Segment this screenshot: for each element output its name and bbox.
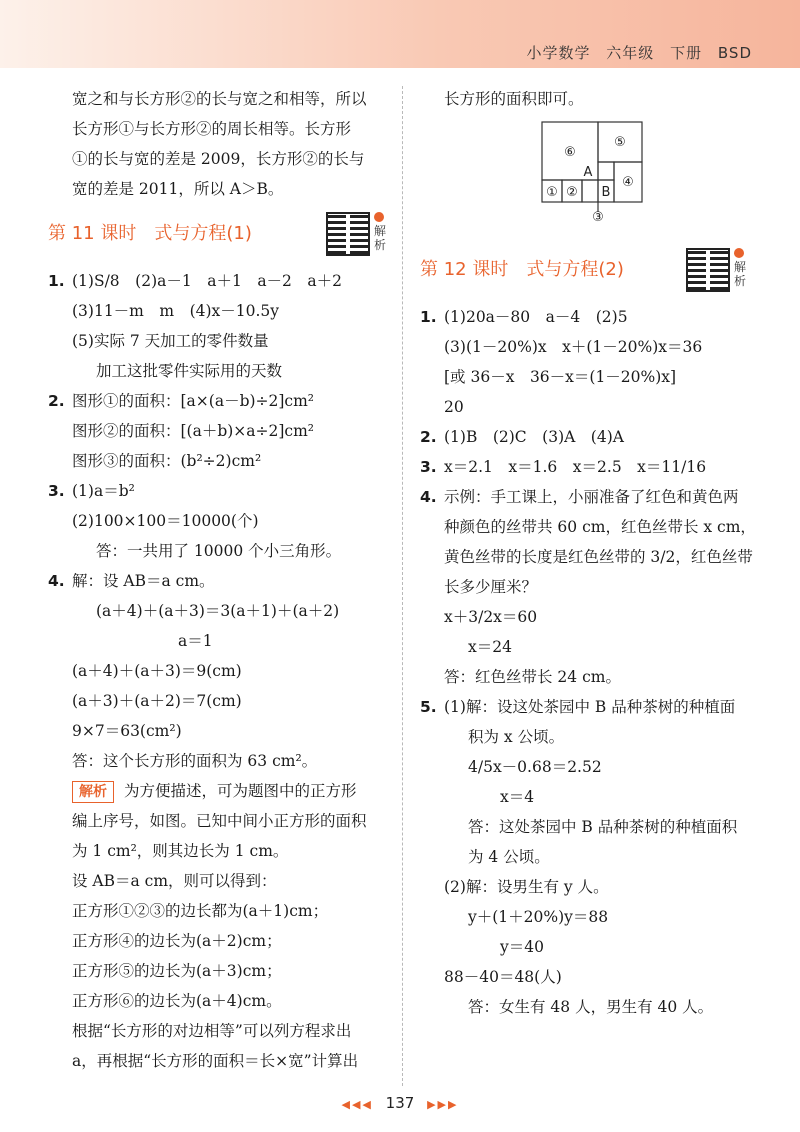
- equation-line: (a＋4)＋(a＋3)＝9(cm): [72, 662, 242, 680]
- continued-line: 长方形的面积即可。: [444, 90, 584, 108]
- analysis-line: 为 1 cm²，则其边长为 1 cm。: [72, 842, 289, 860]
- question-2: 2. (1)B (2)C (3)A (4)A: [420, 428, 624, 446]
- left-column: [48, 84, 388, 1076]
- question-4: 4. 解：设 AB＝a cm。: [48, 572, 215, 590]
- book-header: [527, 42, 753, 63]
- answer-line: 黄色丝带的长度是红色丝带的 3/2，红色丝带: [444, 548, 753, 566]
- answer-line: (5)实际 7 天加工的零件数量: [72, 332, 269, 350]
- equation-line: 4/5x－0.68＝2.52: [468, 758, 602, 776]
- intro-line: 宽的差是 2011，所以 A＞B。: [72, 180, 284, 198]
- question-3: 3. (1)a＝b²: [48, 482, 135, 500]
- lesson-title-text: 第 11 课时 式与方程(1): [48, 223, 252, 244]
- question-5: 5. (1)解：设这处茶园中 B 品种茶树的种植面: [420, 698, 736, 716]
- answer-line: 答：红色丝带长 24 cm。: [444, 668, 621, 686]
- answer-line: 答：女生有 48 人，男生有 40 人。: [468, 998, 714, 1016]
- equation-line: 88－40＝48(人): [444, 968, 562, 986]
- answer-line: 为 4 公顷。: [468, 848, 550, 866]
- equation-line: a＝1: [178, 632, 213, 650]
- page-footer: [0, 1094, 800, 1112]
- next-arrows-icon: ▶▶▶: [427, 1098, 459, 1111]
- qr-tag: 解析: [374, 224, 387, 252]
- qr-code-icon[interactable]: [326, 212, 370, 256]
- answer-line: (2)100×100＝10000(个): [72, 512, 259, 530]
- subject: 小学数学: [526, 44, 591, 62]
- grade: 六年级: [606, 44, 655, 62]
- equation-line: 9×7＝63(cm²): [72, 722, 182, 740]
- answer-line: 答：这处茶园中 B 品种茶树的种植面积: [468, 818, 738, 836]
- intro-line: 长方形①与长方形②的周长相等。长方形: [72, 120, 352, 138]
- play-dot-icon: [734, 248, 744, 258]
- equation-line: x＝4: [500, 788, 535, 806]
- answer-line: [或 36－x 36－x＝(1－20%)x]: [444, 368, 677, 386]
- analysis-first-line: 解析 为方便描述，可为题图中的正方形: [48, 776, 388, 806]
- label-6: ⑥: [564, 145, 576, 160]
- label-1: ①: [546, 185, 558, 200]
- equation-line: y＝40: [500, 938, 544, 956]
- label-4: ④: [622, 175, 634, 190]
- analysis-line: 正方形④的边长为(a＋2)cm；: [72, 932, 282, 950]
- qr-tag: 解析: [734, 260, 747, 288]
- label-a: A: [583, 165, 593, 180]
- squares-figure: [540, 120, 660, 224]
- answer-line: 答：这个长方形的面积为 63 cm²。: [72, 752, 318, 770]
- answer-line: 长多少厘米？: [444, 578, 538, 596]
- analysis-line: 正方形⑥的边长为(a＋4)cm。: [72, 992, 282, 1010]
- analysis-line: a，再根据“长方形的面积＝长×宽”计算出: [72, 1052, 359, 1070]
- equation-line: (a＋4)＋(a＋3)＝3(a＋1)＋(a＋2): [96, 602, 340, 620]
- answer-line: 图形②的面积：[(a＋b)×a÷2]cm²: [72, 422, 315, 440]
- prev-arrows-icon: ◀◀◀: [341, 1098, 373, 1111]
- analysis-line: 根据“长方形的对边相等”可以列方程求出: [72, 1022, 352, 1040]
- answer-line: (3)(1－20%)x x＋(1－20%)x＝36: [444, 338, 703, 356]
- question-4: 4. 示例：手工课上，小丽准备了红色和黄色两: [420, 488, 739, 506]
- right-column: [420, 84, 760, 1022]
- answer-line: 答：一共用了 10000 个小三角形。: [96, 542, 342, 560]
- answer-line: 积为 x 公顷。: [468, 728, 565, 746]
- equation-line: y＋(1＋20%)y＝88: [468, 908, 609, 926]
- label-b: B: [601, 185, 611, 200]
- page-number: 137: [385, 1094, 415, 1112]
- analysis-line: 正方形①②③的边长都为(a＋1)cm；: [72, 902, 329, 920]
- column-divider: [402, 86, 403, 1086]
- volume: 下册: [670, 44, 703, 62]
- analysis-line: 设 AB＝a cm，则可以得到：: [72, 872, 277, 890]
- edition: BSD: [717, 44, 752, 62]
- answer-line: 种颜色的丝带共 60 cm，红色丝带长 x cm，: [444, 518, 756, 536]
- play-dot-icon: [374, 212, 384, 222]
- answer-line: 图形③的面积：(b²÷2)cm²: [72, 452, 262, 470]
- equation-line: x＋3/2x＝60: [444, 608, 538, 626]
- question-3: 3. x＝2.1 x＝1.6 x＝2.5 x＝11/16: [420, 458, 707, 476]
- lesson-11-title: [48, 212, 388, 256]
- qr-code-icon[interactable]: [686, 248, 730, 292]
- question-1: 1. (1)20a－80 a－4 (2)5: [420, 308, 628, 326]
- answer-line: (2)解：设男生有 y 人。: [444, 878, 609, 896]
- answer-line: (3)11－m m (4)x－10.5y: [72, 302, 280, 320]
- question-2: 2. 图形①的面积：[a×(a－b)÷2]cm²: [48, 392, 315, 410]
- intro-line: ①的长与宽的差是 2009，长方形②的长与: [72, 150, 365, 168]
- intro-line: 宽之和与长方形②的长与宽之和相等，所以: [72, 90, 367, 108]
- question-1: 1. (1)S/8 (2)a－1 a＋1 a－2 a＋2: [48, 272, 343, 290]
- label-2: ②: [566, 185, 578, 200]
- label-3: ③: [592, 210, 604, 224]
- lesson-title-text: 第 12 课时 式与方程(2): [420, 259, 624, 280]
- answer-line: 20: [444, 398, 464, 416]
- equation-line: (a＋3)＋(a＋2)＝7(cm): [72, 692, 242, 710]
- analysis-line: 正方形⑤的边长为(a＋3)cm；: [72, 962, 282, 980]
- analysis-line: 编上序号，如图。已知中间小正方形的面积: [72, 812, 367, 830]
- lesson-12-title: [420, 248, 760, 292]
- analysis-badge: 解析: [72, 781, 114, 803]
- answer-line: 加工这批零件实际用的天数: [96, 362, 283, 380]
- label-5: ⑤: [614, 135, 626, 150]
- equation-line: x＝24: [468, 638, 512, 656]
